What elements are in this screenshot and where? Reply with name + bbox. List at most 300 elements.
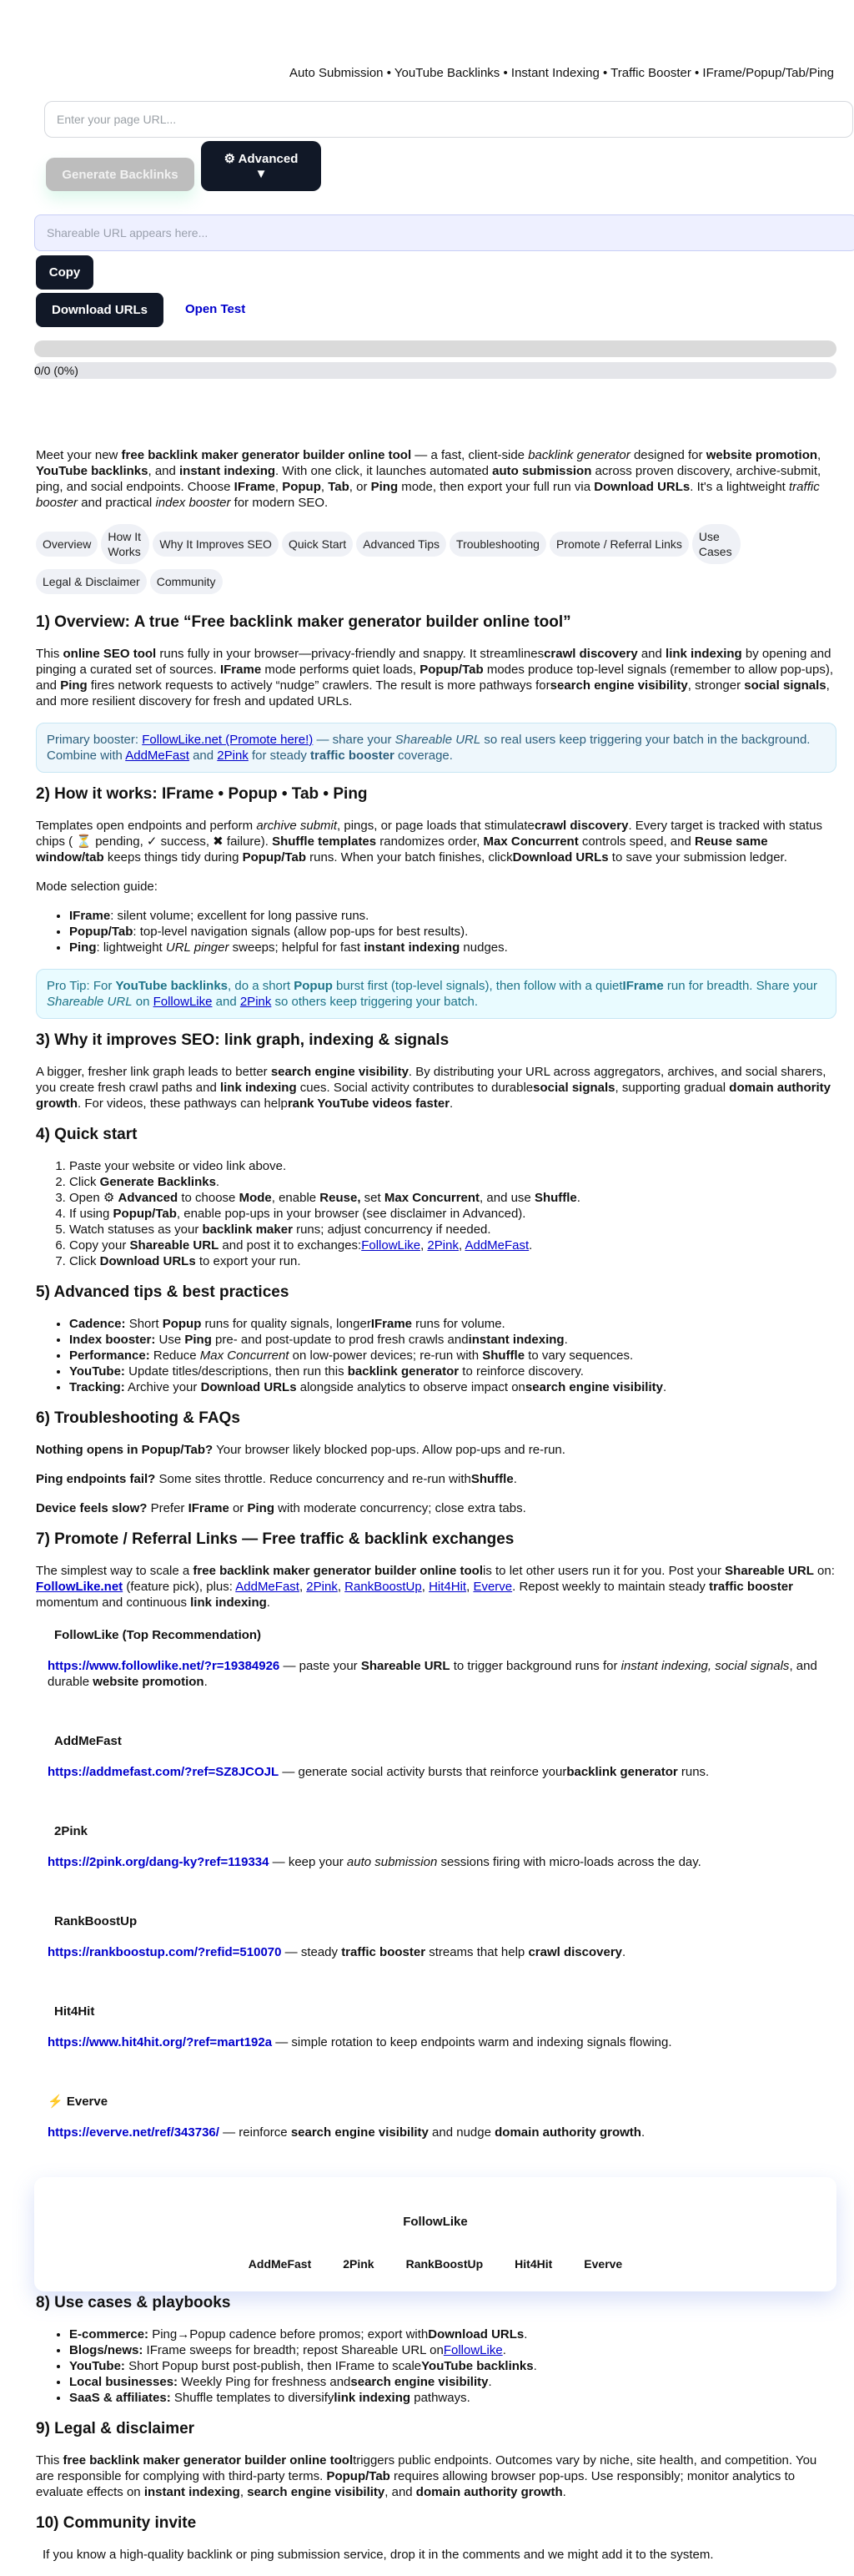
use-cases-list (36, 2326, 836, 2406)
text-span: for modern SEO. (230, 496, 329, 510)
text-span: , and more resilient discovery for fresh and updated URLs. (36, 678, 830, 708)
text-span: mode performs quiet loads, (261, 663, 420, 677)
bold-text: Ping (184, 1333, 212, 1347)
list-item (69, 940, 836, 955)
open-test-link[interactable]: Open Test (185, 302, 246, 316)
list-item (69, 1206, 836, 1222)
bold-text: link indexing (219, 1081, 297, 1095)
text-span: and (212, 995, 240, 1009)
section-heading-overview: 1) Overview: A true “Free backlink maker generator builder online tool” (36, 613, 571, 631)
addmefast-link[interactable]: AddMeFast (125, 749, 189, 763)
text-span: : silent volume; excellent for long passive runs. (110, 909, 369, 923)
list-item (69, 1253, 836, 1269)
bold-text: Cadence: (69, 1317, 126, 1331)
referral-title: Hit4Hit (54, 2004, 95, 2019)
list-item (69, 1190, 836, 1206)
text-span: and (188, 749, 218, 763)
addmefast-referral-url[interactable]: https://addmefast.com/?ref=SZ8JCOJL (48, 1765, 279, 1779)
text-span: — keep your (269, 1855, 347, 1869)
bold-text: Reuse same window/tab (36, 834, 768, 865)
progress-status (34, 362, 836, 379)
bold-text: instant indexing (468, 1333, 565, 1347)
nav-pill-how-it-works[interactable]: How It Works (101, 524, 149, 564)
referral-title: 2Pink (54, 1824, 88, 1838)
card-link-followlike[interactable]: FollowLike (403, 2215, 468, 2229)
text-span: keeps things tidy during (103, 850, 243, 865)
text-span: on low-power devices; re-run with (289, 1348, 483, 1363)
2pink-link[interactable]: 2Pink (239, 995, 272, 1009)
bold-text: YouTube: (69, 1364, 125, 1379)
bold-text: Reuse, (319, 1191, 361, 1205)
text-span: Click (69, 1175, 100, 1189)
bold-text: search engine visibility (525, 1380, 663, 1394)
chevron-down-icon: ▼ (254, 166, 268, 181)
card-link-hit4hit[interactable]: Hit4Hit (515, 2257, 553, 2271)
italic-text: archive submit (256, 819, 338, 833)
text-span: . By distributing your URL across aggregators, archives, and social sharers, you create fresh crawl paths and (36, 1065, 826, 1095)
bold-text: Blogs/news: (69, 2343, 143, 2357)
bold-text: Shuffle (482, 1348, 525, 1363)
faq-item (36, 1442, 836, 1458)
text-span: , (420, 1238, 428, 1253)
text-span: . For videos, these pathways can help (78, 1096, 288, 1111)
bold-text: search engine visibility (247, 2485, 385, 2499)
referral-title: AddMeFast (54, 1734, 122, 1748)
bold-text: Popup (162, 1317, 202, 1331)
2pink-referral-url[interactable]: https://2pink.org/dang-ky?ref=119334 (48, 1855, 269, 1869)
text-span: , enable (271, 1191, 320, 1205)
nav-pill-troubleshooting[interactable]: Troubleshooting (450, 532, 546, 557)
bold-text: Ping (370, 480, 399, 494)
everve-link[interactable]: Everve (473, 1580, 513, 1594)
text-span: — a fast, client-side (411, 448, 529, 462)
text-span: to save your submission ledger. (608, 850, 787, 865)
list-item (69, 1222, 836, 1238)
text-span: to reinforce discovery. (459, 1364, 584, 1379)
bold-text: Ping endpoints fail? (36, 1472, 156, 1486)
text-span: runs fully in your browser—privacy-friendly and snappy. It streamlines (156, 647, 545, 661)
text-span: The simplest way to scale a (36, 1564, 193, 1578)
bold-text: Local businesses: (69, 2375, 178, 2389)
section-heading-community: 10) Community invite (36, 2514, 197, 2532)
bold-text: Nothing opens in Popup/Tab? (36, 1443, 214, 1457)
text-span: . (533, 2359, 537, 2373)
section-heading-advanced-tips: 5) Advanced tips & best practices (36, 1283, 289, 1301)
italic-text: index booster (155, 496, 231, 510)
text-span: runs for volume. (412, 1317, 505, 1331)
text-span: , enable pop-ups in your browser (see disclaimer in Advanced). (176, 1207, 526, 1221)
text-span: modes produce top-level signals (remember to allow pop-ups), and (36, 663, 834, 693)
rankboostup-referral-url[interactable]: https://rankboostup.com/?refid=510070 (48, 1945, 282, 1959)
bold-text: backlink generator (566, 1765, 678, 1779)
bold-text: search engine visibility (350, 2375, 489, 2389)
bold-text: YouTube: (69, 2359, 125, 2373)
2pink-link[interactable]: 2Pink (427, 1238, 459, 1253)
referral-title: RankBoostUp (54, 1914, 138, 1928)
bold-text: E-commerce: (69, 2327, 149, 2342)
text-span: — generate social activity bursts that reinforce your (279, 1765, 567, 1779)
text-span: runs for quality signals, longer (201, 1317, 371, 1331)
bold-text: instant indexing (143, 2485, 240, 2499)
bold-text: domain authority growth (495, 2125, 641, 2140)
bold-text: Shareable URL (725, 1564, 814, 1578)
bold-text: crawl discovery (534, 819, 629, 833)
text-span: . (266, 1596, 270, 1610)
faq-item (36, 1471, 836, 1487)
bold-text: Shareable URL (129, 1238, 219, 1253)
text-span: triggers public endpoints. Outcomes vary by niche, site health, and competition. You are responsible for complying with third-party terms. (36, 2453, 817, 2483)
text-span: Templates open endpoints and perform (36, 819, 257, 833)
bold-text: Popup/Tab (113, 1207, 177, 1221)
text-span: Use (155, 1333, 185, 1347)
card-link-rankboostup[interactable]: RankBoostUp (405, 2257, 484, 2271)
text-span: and practical (78, 496, 156, 510)
list-item (69, 2342, 836, 2358)
text-span: pathways. (410, 2391, 470, 2405)
primary-booster-note (36, 723, 836, 773)
2pink-link[interactable]: 2Pink (306, 1580, 338, 1594)
text-span: for steady (248, 749, 311, 763)
text-span: , (239, 2485, 248, 2499)
bold-text: search engine visibility (290, 2125, 429, 2140)
text-span: Short (125, 1317, 163, 1331)
referral-followlike (36, 1627, 836, 1690)
bold-text: Download URLs (594, 480, 691, 494)
page-url-input[interactable] (44, 101, 853, 138)
text-span: . (502, 2343, 506, 2357)
list-item (69, 908, 836, 924)
shareable-url-field[interactable]: Shareable URL appears here... (34, 214, 854, 251)
text-span: , and durable (48, 1659, 817, 1689)
text-span: so real users keep triggering your batch in the background. Combine with (47, 733, 811, 763)
pro-tip-note (36, 969, 836, 1019)
bold-text: Download URLs (428, 2327, 525, 2342)
bold-text: search engine visibility (550, 678, 688, 693)
text-span: and (637, 647, 666, 661)
text-span: and post it to exchanges: (219, 1238, 362, 1253)
text-span: sweeps; helpful for fast (229, 940, 364, 955)
list-item (69, 2326, 836, 2342)
list-item (69, 1364, 836, 1379)
bold-text: traffic booster (310, 749, 394, 763)
bold-text: IFrame (188, 1501, 229, 1515)
text-span: Pro Tip: For (47, 979, 116, 993)
bold-text: link indexing (334, 2391, 411, 2405)
nav-pill-overview[interactable]: Overview (36, 532, 98, 557)
text-span: This (36, 2453, 63, 2468)
text-span: If using (69, 1207, 113, 1221)
section-heading-troubleshooting: 6) Troubleshooting & FAQs (36, 1409, 240, 1427)
text-span: Click (69, 1254, 100, 1268)
bold-text: Popup/Tab (326, 2469, 390, 2483)
followlike-link[interactable]: FollowLike (443, 2343, 503, 2357)
text-span: Copy your (69, 1238, 130, 1253)
italic-text: traffic booster (36, 480, 820, 510)
nav-pill-quick-start[interactable]: Quick Start (282, 532, 353, 557)
followlike-link[interactable]: FollowLike (361, 1238, 421, 1253)
bold-text: auto submission (492, 464, 592, 478)
advanced-tips-list (36, 1316, 836, 1395)
text-span: Some sites throttle. Reduce concurrency and re-run with (155, 1472, 471, 1486)
text-span: . (529, 1238, 533, 1253)
url-input-wrapper (44, 101, 853, 138)
bold-text: search engine visibility (270, 1065, 409, 1079)
list-item (69, 1348, 836, 1364)
text-span: A bigger, fresher link graph leads to better (36, 1065, 271, 1079)
nav-pill-community[interactable]: Community (150, 569, 223, 594)
bold-text: social signals (533, 1081, 615, 1095)
text-span: , (458, 1238, 465, 1253)
bold-text: crawl discovery (544, 647, 638, 661)
text-span: runs. (677, 1765, 710, 1779)
bold-text: Popup (282, 480, 321, 494)
2pink-link[interactable]: 2Pink (217, 749, 249, 763)
text-span: momentum and continuous (36, 1596, 191, 1610)
card-link-2pink[interactable]: 2Pink (343, 2257, 374, 2271)
bold-text: crawl discovery (528, 1945, 623, 1959)
progress-bar (34, 340, 836, 357)
text-span: , or (349, 480, 371, 494)
bold-text: Download URLs (512, 850, 609, 865)
action-row (46, 141, 321, 191)
advanced-toggle-button[interactable] (201, 141, 321, 191)
text-span: controls speed, and (578, 834, 695, 849)
text-span: is to let other users run it for you. Post your (483, 1564, 726, 1578)
referral-hit4hit (36, 2004, 836, 2050)
list-item (69, 2374, 836, 2390)
bold-text: Popup/Tab (242, 850, 306, 865)
bold-text: website promotion (93, 1675, 204, 1689)
text-span: — reinforce (219, 2125, 291, 2140)
faq-item (36, 1500, 836, 1516)
advanced-label: ⚙ Advanced (224, 151, 299, 166)
bold-text: Shuffle (470, 1472, 514, 1486)
bold-text: Max Concurrent (384, 1191, 480, 1205)
text-span: . (450, 1096, 454, 1111)
bold-text: Tracking: (69, 1380, 125, 1394)
text-span: pre- and post-update to prod fresh crawls and (211, 1333, 469, 1347)
list-item (69, 1332, 836, 1348)
section-heading-how-it-works: 2) How it works: IFrame • Popup • Tab • Ping (36, 785, 368, 803)
italic-text: Shareable URL (394, 733, 481, 747)
text-span: . (215, 1175, 220, 1189)
lightning-icon: ⚡ (48, 2095, 63, 2109)
followlike-net-link[interactable]: FollowLike.net (36, 1580, 123, 1594)
bold-text: link indexing (190, 1596, 267, 1610)
progress-text: 0/0 (0%) (34, 364, 78, 377)
list-item (69, 1379, 836, 1395)
bold-text: backlink generator (347, 1364, 460, 1379)
addmefast-link[interactable]: AddMeFast (235, 1580, 299, 1594)
bold-text: backlink maker (202, 1222, 293, 1237)
text-span: Reduce (149, 1348, 200, 1363)
italic-text: Max Concurrent (199, 1348, 289, 1363)
text-span: , and use (480, 1191, 535, 1205)
list-item (69, 2358, 836, 2374)
bold-text: instant indexing (179, 464, 276, 478)
bold-text: Download URLs (99, 1254, 196, 1268)
text-span: . Every target is tracked with status chips ( ⏳ pending, ✓ success, ✖ failure). (36, 819, 823, 849)
download-urls-button[interactable]: Download URLs (36, 293, 163, 327)
text-span: coverage. (394, 749, 453, 763)
text-span: (feature pick), plus: (123, 1580, 236, 1594)
list-item (69, 1316, 836, 1332)
text-span: . (203, 1675, 208, 1689)
followlike-referral-url[interactable]: https://www.followlike.net/?r=19384926 (48, 1659, 280, 1673)
list-item: 1. Paste your website or video link above. (69, 1158, 836, 1174)
referral-title: Everve (66, 2095, 108, 2109)
text-span: This (36, 647, 63, 661)
text-span: or (229, 1501, 248, 1515)
bold-text: Popup (294, 979, 333, 993)
text-span: — simple rotation to keep endpoints warm and indexing signals flowing. (272, 2035, 672, 2049)
text-span: : lightweight (96, 940, 166, 955)
text-span: to export your run. (195, 1254, 301, 1268)
text-span: — share your (313, 733, 395, 747)
overview-paragraph (36, 646, 836, 709)
text-span: cues. Social activity contributes to durable (296, 1081, 534, 1095)
bold-text: IFrame (69, 909, 111, 923)
bold-text: Download URLs (200, 1380, 297, 1394)
section-heading-promote: 7) Promote / Referral Links — Free traffic & backlink exchanges (36, 1530, 515, 1548)
text-span: Your browser likely blocked pop-ups. Allow pop-ups and re-run. (213, 1443, 565, 1457)
bold-text: IFrame (234, 480, 275, 494)
text-span: Shuffle templates to diversify (170, 2391, 334, 2405)
text-span: . (513, 1472, 517, 1486)
nav-pill-promote[interactable]: Promote / Referral Links (550, 532, 689, 557)
list-item (69, 924, 836, 940)
text-span: IFrame sweeps for breadth; repost Shareable URL on (143, 2343, 444, 2357)
bold-text: Advanced (118, 1191, 178, 1205)
bold-text: YouTube backlinks (115, 979, 229, 993)
nav-pill-advanced-tips[interactable]: Advanced Tips (356, 532, 446, 557)
followlike-link[interactable]: FollowLike (153, 995, 213, 1009)
nav-pill-why-seo[interactable]: Why It Improves SEO (153, 532, 279, 557)
text-span: burst first (top-level signals), then follow with a quiet (332, 979, 623, 993)
bold-text: instant indexing (364, 940, 460, 955)
bold-text: Ping (69, 940, 97, 955)
section-nav (36, 524, 836, 594)
bold-text: Performance: (69, 1348, 150, 1363)
bold-text: free backlink maker generator builder online tool (193, 1564, 484, 1578)
referral-2pink (36, 1823, 836, 1870)
text-span: Short Popup burst post-publish, then IFrame to scale (124, 2359, 422, 2373)
text-span: . (662, 1380, 667, 1394)
referral-title: FollowLike (Top Recommendation) (54, 1628, 262, 1642)
quick-start-steps (36, 1158, 836, 1269)
text-span: Weekly Ping for freshness and (178, 2375, 351, 2389)
generate-backlinks-button[interactable]: Generate Backlinks (46, 158, 194, 191)
card-link-everve[interactable]: Everve (584, 2257, 623, 2271)
list-item (69, 2390, 836, 2406)
mode-guide-list (36, 908, 836, 955)
text-span: , (421, 1580, 430, 1594)
bold-text: website promotion (706, 448, 818, 462)
everve-referral-url[interactable]: https://everve.net/ref/343736/ (48, 2125, 219, 2140)
bold-text: IFrame (622, 979, 664, 993)
text-span: Meet your new (36, 448, 122, 462)
text-span: . With one click, it launches automated (275, 464, 493, 478)
italic-text: backlink generator (528, 448, 630, 462)
text-span: , and (384, 2485, 416, 2499)
text-span: , (337, 1580, 345, 1594)
italic-text: auto submission (346, 1855, 438, 1869)
text-span: set (360, 1191, 384, 1205)
bold-text: free backlink maker generator builder online tool (121, 448, 412, 462)
hit4hit-link[interactable]: Hit4Hit (429, 1580, 467, 1594)
text-span: — paste your (279, 1659, 361, 1673)
bold-text: Mode (239, 1191, 272, 1205)
text-span: , and (148, 464, 180, 478)
text-span: Update titles/descriptions, then run this (124, 1364, 348, 1379)
nav-pill-legal[interactable]: Legal & Disclaimer (36, 569, 147, 594)
bold-text: link indexing (666, 647, 742, 661)
text-span: on: (813, 1564, 835, 1578)
text-span: , (466, 1580, 474, 1594)
referral-links-card (34, 2177, 836, 2291)
text-span: . It's a lightweight (690, 480, 790, 494)
card-link-addmefast[interactable]: AddMeFast (248, 2257, 312, 2271)
bold-text: traffic booster (341, 1945, 426, 1959)
text-span: with moderate concurrency; close extra tabs. (274, 1501, 526, 1515)
article (36, 447, 836, 2576)
text-span: , (320, 480, 329, 494)
bold-text: Popup/Tab (419, 663, 484, 677)
legal-paragraph (36, 2452, 836, 2500)
bold-text: YouTube backlinks (36, 464, 148, 478)
text-span: so others keep triggering your batch. (271, 995, 479, 1009)
text-span: and nudge (428, 2125, 495, 2140)
text-span: to choose (178, 1191, 239, 1205)
text-span: across proven discovery, archive-submit, ping, and social endpoints. Choose (36, 464, 821, 494)
how-it-works-paragraph (36, 818, 836, 865)
promote-paragraph (36, 1563, 836, 1611)
copy-button[interactable]: Copy (36, 255, 93, 290)
text-span: — steady (281, 1945, 342, 1959)
nav-pill-use-cases[interactable]: Use Cases (692, 524, 741, 564)
text-span: . (524, 2327, 528, 2342)
bold-text: Device feels slow? (36, 1501, 148, 1515)
bold-text: Shuffle templates (272, 834, 377, 849)
bold-text: Max Concurrent (483, 834, 579, 849)
text-span: . (488, 2375, 492, 2389)
text-span: by opening and pinging a curated set of sources. (36, 647, 831, 677)
italic-text: URL pinger (165, 940, 229, 955)
text-span: , (817, 448, 821, 462)
hit4hit-referral-url[interactable]: https://www.hit4hit.org/?ref=mart192a (48, 2035, 273, 2049)
bold-text: IFrame (370, 1317, 413, 1331)
referral-everve (36, 2094, 836, 2140)
bold-text: Ping (60, 678, 88, 693)
list-item (69, 1174, 836, 1190)
bold-text: rank YouTube videos faster (287, 1096, 450, 1111)
text-span: alongside analytics to observe impact on (296, 1380, 525, 1394)
rankboostup-link[interactable]: RankBoostUp (344, 1580, 422, 1594)
text-span: , supporting gradual (615, 1081, 730, 1095)
mode-guide-label: Mode selection guide: (36, 880, 158, 894)
text-span: nudges. (460, 940, 508, 955)
addmefast-link[interactable]: AddMeFast (465, 1238, 530, 1253)
bold-text: SaaS & affiliates: (69, 2391, 171, 2405)
bold-text: Shuffle (534, 1191, 577, 1205)
followlike-promote-link[interactable]: FollowLike.net (Promote here!) (142, 733, 314, 747)
referral-rankboostup (36, 1913, 836, 1960)
header-tagline: Auto Submission • YouTube Backlinks • Instant Indexing • Traffic Booster • IFrame/Popup/Tab/Ping (289, 66, 834, 80)
bold-text: social signals (744, 678, 826, 693)
section-heading-quick-start: 4) Quick start (36, 1126, 138, 1143)
bold-text: free backlink maker generator builder online tool (63, 2453, 354, 2468)
text-span: , stronger (687, 678, 745, 693)
